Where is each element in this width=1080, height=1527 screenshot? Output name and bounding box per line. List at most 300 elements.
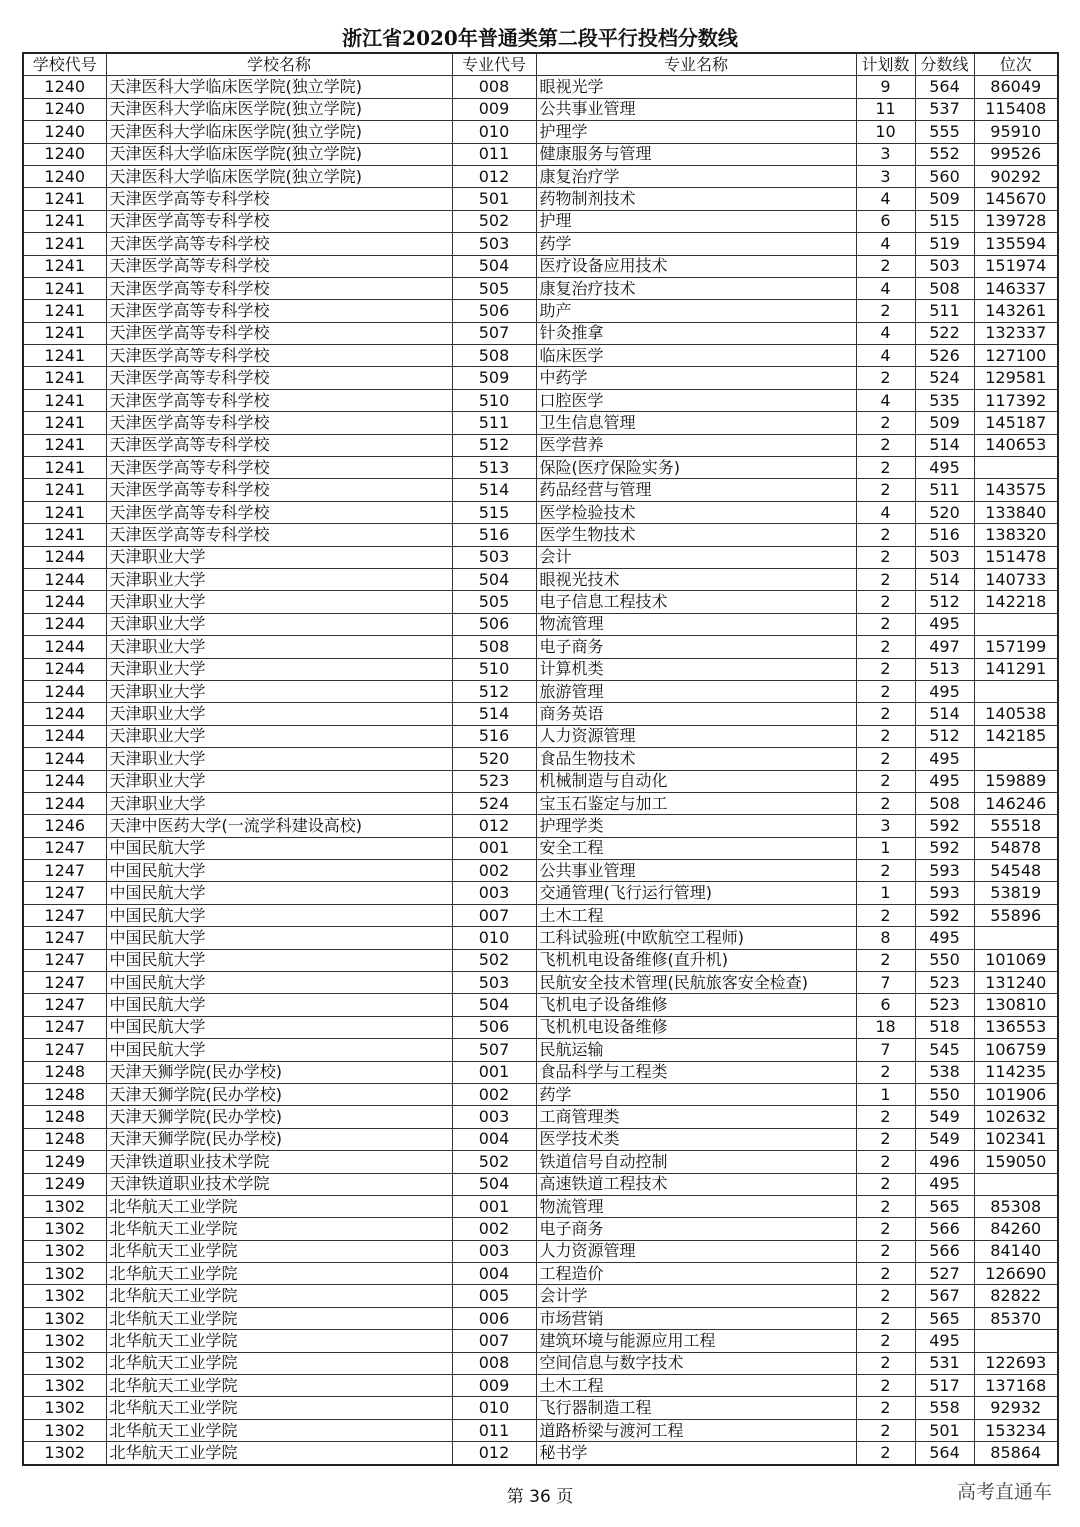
table-row [23,636,1058,658]
major-code-cell: 524 [452,792,536,814]
table-row [23,1442,1058,1465]
table-row [23,1375,1058,1397]
school-code-cell: 1246 [23,815,106,837]
major-code-cell: 507 [452,322,536,344]
score-line-cell: 564 [915,76,974,98]
score-line-cell: 514 [915,568,974,590]
major-name-cell: 护理 [536,210,856,232]
rank-cell: 130810 [974,994,1058,1016]
header-major-name: 专业名称 [536,53,856,76]
score-line-cell: 495 [915,927,974,949]
major-code-cell: 513 [452,457,536,479]
table-row [23,98,1058,120]
major-code-cell: 506 [452,613,536,635]
rank-cell [974,680,1058,702]
page-number: 第 36 页 [506,1487,574,1507]
school-name-cell: 天津医学高等专科学校 [106,277,452,299]
plan-count-cell: 9 [856,76,915,98]
school-name-cell: 天津职业大学 [106,680,452,702]
table-row [23,300,1058,322]
major-name-cell: 药品经营与管理 [536,479,856,501]
school-code-cell: 1241 [23,389,106,411]
table-row [23,1061,1058,1083]
rank-cell: 92932 [974,1397,1058,1419]
plan-count-cell: 2 [856,1263,915,1285]
plan-count-cell: 6 [856,210,915,232]
major-code-cell: 012 [452,815,536,837]
major-name-cell: 高速铁道工程技术 [536,1173,856,1195]
school-code-cell: 1241 [23,322,106,344]
rank-cell: 133840 [974,501,1058,523]
major-name-cell: 会计 [536,546,856,568]
school-code-cell: 1241 [23,345,106,367]
school-name-cell: 天津医学高等专科学校 [106,367,452,389]
school-name-cell: 天津天狮学院(民办学校) [106,1128,452,1150]
major-name-cell: 土木工程 [536,1375,856,1397]
major-name-cell: 土木工程 [536,904,856,926]
major-code-cell: 008 [452,1352,536,1374]
rank-cell: 132337 [974,322,1058,344]
rank-cell: 122693 [974,1352,1058,1374]
plan-count-cell: 2 [856,1375,915,1397]
table-row [23,1218,1058,1240]
major-code-cell: 510 [452,389,536,411]
school-code-cell: 1240 [23,165,106,187]
major-name-cell: 医疗设备应用技术 [536,255,856,277]
plan-count-cell: 11 [856,98,915,120]
rank-cell: 141291 [974,658,1058,680]
rank-cell: 153234 [974,1419,1058,1441]
school-code-cell: 1240 [23,121,106,143]
major-name-cell: 公共事业管理 [536,860,856,882]
table-row [23,233,1058,255]
rank-cell: 142185 [974,725,1058,747]
school-code-cell: 1247 [23,837,106,859]
school-name-cell: 天津职业大学 [106,636,452,658]
plan-count-cell: 2 [856,1195,915,1217]
header-rank: 位次 [974,53,1058,76]
plan-count-cell: 2 [856,591,915,613]
school-name-cell: 天津医学高等专科学校 [106,457,452,479]
school-name-cell: 天津医学高等专科学校 [106,233,452,255]
plan-count-cell: 2 [856,1106,915,1128]
school-code-cell: 1247 [23,949,106,971]
school-name-cell: 中国民航大学 [106,860,452,882]
school-code-cell: 1244 [23,770,106,792]
major-code-cell: 502 [452,210,536,232]
school-code-cell: 1244 [23,792,106,814]
score-line-cell: 513 [915,658,974,680]
major-name-cell: 工商管理类 [536,1106,856,1128]
score-line-cell: 497 [915,636,974,658]
rank-cell: 85308 [974,1195,1058,1217]
rank-cell: 159050 [974,1151,1058,1173]
header-score-line: 分数线 [915,53,974,76]
school-code-cell: 1302 [23,1240,106,1262]
score-line-cell: 550 [915,949,974,971]
school-code-cell: 1247 [23,994,106,1016]
school-name-cell: 天津铁道职业技术学院 [106,1151,452,1173]
major-name-cell: 建筑环境与能源应用工程 [536,1330,856,1352]
table-body [23,76,1058,1465]
score-line-cell: 503 [915,546,974,568]
rank-cell [974,927,1058,949]
major-code-cell: 010 [452,1397,536,1419]
score-line-cell: 512 [915,591,974,613]
plan-count-cell: 2 [856,367,915,389]
plan-count-cell: 3 [856,815,915,837]
score-line-cell: 538 [915,1061,974,1083]
school-code-cell: 1241 [23,255,106,277]
school-name-cell: 北华航天工业学院 [106,1307,452,1329]
major-name-cell: 公共事业管理 [536,98,856,120]
rank-cell [974,1173,1058,1195]
school-name-cell: 天津医学高等专科学校 [106,345,452,367]
table-row [23,434,1058,456]
school-code-cell: 1302 [23,1263,106,1285]
plan-count-cell: 18 [856,1016,915,1038]
school-name-cell: 天津职业大学 [106,725,452,747]
school-code-cell: 1247 [23,1016,106,1038]
score-line-cell: 508 [915,277,974,299]
table-row [23,1307,1058,1329]
school-code-cell: 1248 [23,1061,106,1083]
school-code-cell: 1302 [23,1330,106,1352]
table-row [23,412,1058,434]
score-line-cell: 509 [915,188,974,210]
major-code-cell: 011 [452,143,536,165]
score-line-cell: 495 [915,748,974,770]
school-code-cell: 1244 [23,658,106,680]
rank-cell: 82822 [974,1285,1058,1307]
major-name-cell: 飞机机电设备维修 [536,1016,856,1038]
score-line-cell: 566 [915,1218,974,1240]
score-line-cell: 495 [915,457,974,479]
school-code-cell: 1244 [23,591,106,613]
rank-cell: 146246 [974,792,1058,814]
rank-cell [974,457,1058,479]
major-code-cell: 002 [452,1218,536,1240]
plan-count-cell: 2 [856,1218,915,1240]
rank-cell: 102341 [974,1128,1058,1150]
plan-count-cell: 2 [856,1240,915,1262]
score-line-cell: 593 [915,882,974,904]
school-name-cell: 天津医科大学临床医学院(独立学院) [106,98,452,120]
major-name-cell: 口腔医学 [536,389,856,411]
major-code-cell: 507 [452,1039,536,1061]
school-name-cell: 中国民航大学 [106,904,452,926]
score-line-cell: 566 [915,1240,974,1262]
table-row [23,1039,1058,1061]
major-code-cell: 007 [452,904,536,926]
plan-count-cell: 2 [856,860,915,882]
school-name-cell: 北华航天工业学院 [106,1442,452,1465]
plan-count-cell: 4 [856,345,915,367]
plan-count-cell: 1 [856,882,915,904]
plan-count-cell: 2 [856,703,915,725]
major-name-cell: 电子商务 [536,1218,856,1240]
plan-count-cell: 6 [856,994,915,1016]
major-code-cell: 008 [452,76,536,98]
major-code-cell: 510 [452,658,536,680]
plan-count-cell: 2 [856,636,915,658]
school-code-cell: 1241 [23,479,106,501]
major-code-cell: 505 [452,591,536,613]
table-row [23,1083,1058,1105]
school-name-cell: 天津医学高等专科学校 [106,322,452,344]
score-line-cell: 592 [915,837,974,859]
school-name-cell: 天津职业大学 [106,658,452,680]
rank-cell: 139728 [974,210,1058,232]
major-name-cell: 商务英语 [536,703,856,725]
plan-count-cell: 2 [856,770,915,792]
major-code-cell: 004 [452,1263,536,1285]
score-line-cell: 564 [915,1442,974,1465]
table-row [23,860,1058,882]
rank-cell: 54878 [974,837,1058,859]
school-code-cell: 1244 [23,546,106,568]
school-name-cell: 中国民航大学 [106,972,452,994]
major-code-cell: 503 [452,233,536,255]
header-school-name: 学校名称 [106,53,452,76]
table-row [23,143,1058,165]
rank-cell: 140653 [974,434,1058,456]
table-row [23,367,1058,389]
school-name-cell: 中国民航大学 [106,1039,452,1061]
school-name-cell: 天津铁道职业技术学院 [106,1173,452,1195]
rank-cell: 137168 [974,1375,1058,1397]
table-row [23,658,1058,680]
header-row [23,53,1058,76]
major-name-cell: 中药学 [536,367,856,389]
table-row [23,1106,1058,1128]
table-row [23,1263,1058,1285]
score-line-cell: 552 [915,143,974,165]
school-name-cell: 天津天狮学院(民办学校) [106,1083,452,1105]
major-code-cell: 503 [452,972,536,994]
school-code-cell: 1302 [23,1195,106,1217]
plan-count-cell: 2 [856,1061,915,1083]
score-line-cell: 537 [915,98,974,120]
school-name-cell: 天津医学高等专科学校 [106,389,452,411]
rank-cell: 140538 [974,703,1058,725]
rank-cell: 157199 [974,636,1058,658]
major-code-cell: 506 [452,300,536,322]
school-name-cell: 北华航天工业学院 [106,1195,452,1217]
plan-count-cell: 4 [856,322,915,344]
plan-count-cell: 2 [856,613,915,635]
major-code-cell: 010 [452,927,536,949]
major-name-cell: 药学 [536,233,856,255]
table-row [23,703,1058,725]
school-name-cell: 中国民航大学 [106,1016,452,1038]
school-code-cell: 1240 [23,98,106,120]
school-code-cell: 1241 [23,210,106,232]
score-line-cell: 593 [915,860,974,882]
school-name-cell: 北华航天工业学院 [106,1352,452,1374]
school-name-cell: 北华航天工业学院 [106,1419,452,1441]
plan-count-cell: 2 [856,568,915,590]
plan-count-cell: 2 [856,1173,915,1195]
major-code-cell: 520 [452,748,536,770]
table-row [23,613,1058,635]
rank-cell: 101906 [974,1083,1058,1105]
major-code-cell: 502 [452,949,536,971]
major-code-cell: 514 [452,703,536,725]
rank-cell: 159889 [974,770,1058,792]
plan-count-cell: 2 [856,748,915,770]
major-code-cell: 004 [452,1128,536,1150]
major-code-cell: 003 [452,1240,536,1262]
major-name-cell: 交通管理(飞行运行管理) [536,882,856,904]
major-code-cell: 508 [452,636,536,658]
plan-count-cell: 2 [856,1285,915,1307]
major-name-cell: 铁道信号自动控制 [536,1151,856,1173]
school-code-cell: 1244 [23,703,106,725]
plan-count-cell: 2 [856,1330,915,1352]
table-row [23,1352,1058,1374]
school-code-cell: 1241 [23,501,106,523]
school-name-cell: 天津天狮学院(民办学校) [106,1106,452,1128]
table-row [23,389,1058,411]
plan-count-cell: 1 [856,1083,915,1105]
major-name-cell: 眼视光技术 [536,568,856,590]
school-code-cell: 1244 [23,613,106,635]
plan-count-cell: 2 [856,725,915,747]
table-row [23,770,1058,792]
major-name-cell: 护理学类 [536,815,856,837]
school-code-cell: 1302 [23,1285,106,1307]
table-row [23,479,1058,501]
rank-cell: 84260 [974,1218,1058,1240]
major-code-cell: 003 [452,882,536,904]
major-code-cell: 508 [452,345,536,367]
school-name-cell: 北华航天工业学院 [106,1397,452,1419]
header-plan-count: 计划数 [856,53,915,76]
major-code-cell: 504 [452,568,536,590]
score-line-cell: 555 [915,121,974,143]
major-code-cell: 012 [452,165,536,187]
major-code-cell: 516 [452,725,536,747]
table-row [23,994,1058,1016]
plan-count-cell: 2 [856,1419,915,1441]
major-code-cell: 003 [452,1106,536,1128]
major-name-cell: 护理学 [536,121,856,143]
rank-cell: 54548 [974,860,1058,882]
major-code-cell: 504 [452,1173,536,1195]
plan-count-cell: 2 [856,949,915,971]
major-code-cell: 010 [452,121,536,143]
school-name-cell: 北华航天工业学院 [106,1285,452,1307]
plan-count-cell: 8 [856,927,915,949]
school-code-cell: 1241 [23,367,106,389]
score-line-cell: 522 [915,322,974,344]
plan-count-cell: 2 [856,412,915,434]
rank-cell: 145187 [974,412,1058,434]
school-name-cell: 北华航天工业学院 [106,1330,452,1352]
school-name-cell: 天津职业大学 [106,792,452,814]
rank-cell: 129581 [974,367,1058,389]
score-line-cell: 503 [915,255,974,277]
table-row [23,748,1058,770]
school-code-cell: 1240 [23,143,106,165]
school-name-cell: 天津职业大学 [106,613,452,635]
school-code-cell: 1241 [23,300,106,322]
school-name-cell: 天津职业大学 [106,568,452,590]
rank-cell: 86049 [974,76,1058,98]
score-line-cell: 523 [915,972,974,994]
major-name-cell: 食品科学与工程类 [536,1061,856,1083]
score-line-cell: 501 [915,1419,974,1441]
rank-cell: 142218 [974,591,1058,613]
school-code-cell: 1247 [23,927,106,949]
major-name-cell: 医学检验技术 [536,501,856,523]
major-code-cell: 011 [452,1419,536,1441]
table-row [23,1016,1058,1038]
school-code-cell: 1241 [23,457,106,479]
page-title: 浙江省2020年普通类第二段平行投档分数线 [342,26,738,50]
school-code-cell: 1247 [23,904,106,926]
score-line-cell: 512 [915,725,974,747]
plan-count-cell: 4 [856,389,915,411]
rank-cell: 117392 [974,389,1058,411]
rank-cell [974,1330,1058,1352]
school-code-cell: 1244 [23,568,106,590]
major-code-cell: 504 [452,994,536,1016]
major-code-cell: 502 [452,1151,536,1173]
major-name-cell: 工科试验班(中欧航空工程师) [536,927,856,949]
score-line-cell: 509 [915,412,974,434]
score-line-cell: 560 [915,165,974,187]
table-row [23,1195,1058,1217]
plan-count-cell: 4 [856,501,915,523]
plan-count-cell: 4 [856,188,915,210]
score-line-cell: 519 [915,233,974,255]
table-row [23,1128,1058,1150]
school-code-cell: 1247 [23,1039,106,1061]
school-code-cell: 1248 [23,1128,106,1150]
plan-count-cell: 2 [856,300,915,322]
school-code-cell: 1249 [23,1151,106,1173]
rank-cell [974,613,1058,635]
table-row [23,76,1058,98]
rank-cell: 151974 [974,255,1058,277]
table-row [23,345,1058,367]
major-code-cell: 516 [452,524,536,546]
school-code-cell: 1244 [23,636,106,658]
school-name-cell: 天津中医药大学(一流学科建设高校) [106,815,452,837]
major-code-cell: 005 [452,1285,536,1307]
rank-cell [974,748,1058,770]
plan-count-cell: 10 [856,121,915,143]
rank-cell: 85370 [974,1307,1058,1329]
rank-cell: 85864 [974,1442,1058,1465]
school-code-cell: 1302 [23,1419,106,1441]
plan-count-cell: 2 [856,1352,915,1374]
major-name-cell: 道路桥梁与渡河工程 [536,1419,856,1441]
table-row [23,1173,1058,1195]
table-row [23,927,1058,949]
table-row [23,815,1058,837]
score-line-cell: 518 [915,1016,974,1038]
school-name-cell: 北华航天工业学院 [106,1218,452,1240]
major-name-cell: 康复治疗技术 [536,277,856,299]
score-line-cell: 545 [915,1039,974,1061]
major-name-cell: 工程造价 [536,1263,856,1285]
major-name-cell: 宝玉石鉴定与加工 [536,792,856,814]
major-name-cell: 民航安全技术管理(民航旅客安全检查) [536,972,856,994]
major-name-cell: 市场营销 [536,1307,856,1329]
